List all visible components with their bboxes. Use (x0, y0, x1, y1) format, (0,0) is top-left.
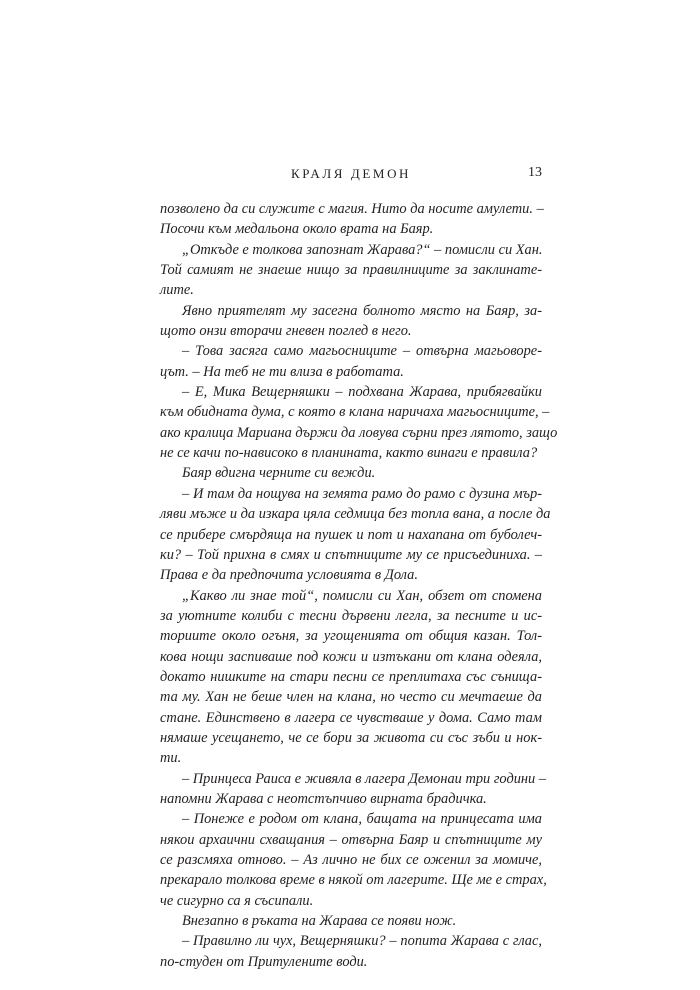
text-line: – И там да нощува на земята рамо до рамо с дузина мър- (182, 485, 542, 502)
text-line: „Откъде е толкова запознат Жарава?“ – помисли си Хан. (182, 241, 543, 258)
text-line: лите. (160, 282, 194, 299)
text-line: ки? – Той прихна в смях и спътниците му се присъединиха. – (160, 546, 542, 563)
text-line: по-студен от Притулените води. (160, 953, 368, 970)
text-line: Явно приятелят му засегна болното място на Баяр, за- (182, 302, 542, 319)
text-line: та му. Хан не беше член на клана, но често си мечтаеше да (160, 689, 542, 706)
text-line: – Правилно ли чух, Вещерняшки? – попита Жарава с глас, (182, 933, 542, 950)
text-line: не се качи по-нависоко в планината, както винаги е правила? (160, 445, 538, 462)
text-line: щото онзи вторачи гневен поглед в него. (160, 323, 412, 340)
text-line: за уютните колиби с тесни дървени легла, за песните и ис- (160, 607, 542, 624)
text-line: напомни Жарава с неотстъпчиво вирната брадичка. (160, 790, 487, 807)
text-line: „Какво ли знае той“, помисли си Хан, обзет от спомена (182, 587, 542, 604)
text-line: докато нишките на стари песни се преплитаха със сънища- (160, 668, 542, 685)
text-line: прекарало толкова време в някой от лагерите. Ще ме е страх, (160, 872, 547, 889)
text-line: към обидната дума, с която в клана наричаха магьосниците, – (160, 404, 550, 421)
text-line: Той самият не знаеше нищо за правилниците за заклинате- (160, 262, 542, 279)
text-line: Баяр вдигна черните си вежди. (182, 465, 376, 482)
text-line: кова нощи заспиваше под кожи и изтъкани от клана одеяла, (160, 648, 542, 665)
text-line: ако кралица Мариана държи да ловува сърни през лятото, защо (160, 424, 558, 441)
text-line: ляви мъже и да изкара цяла седмица без топла вана, а после да (160, 506, 551, 523)
text-line: се прибере смърдяща на пушек и пот и нахапана от буболеч- (160, 526, 542, 543)
text-line: Внезапно в ръката на Жарава се появи нож. (182, 913, 457, 930)
body-text (160, 199, 558, 972)
text-line: цът. – На теб не ти влиза в работата. (160, 363, 404, 380)
text-line: Права е да предпочита условията в Дола. (160, 567, 418, 584)
text-line: – Принцеса Раиса е живяла в лагера Демонаи три години – (182, 770, 547, 787)
text-line: стане. Единствено в лагера се чувстваше у дома. Само там (160, 709, 542, 726)
text-line: че сигурно са я съсипали. (160, 892, 314, 909)
text-line: – Понеже е родом от клана, бащата на принцесата има (182, 811, 542, 828)
text-line: се разсмяха отново. – Аз лично не бих се оженил за момиче, (160, 852, 542, 868)
text-line: Посочи към медальона около врата на Баяр. (160, 221, 434, 238)
text-line: нямаше усещането, че се бори за живота си със зъби и нок- (160, 729, 542, 746)
text-line: ти. (160, 750, 182, 767)
text-line: – Това засяга само магьосниците – отвърна магьоворе- (182, 343, 542, 360)
running-title: КРАЛЯ ДЕМОН (290, 166, 412, 181)
text-line: ториите около огъня, за угощенията от общия казан. Тол- (160, 628, 542, 645)
text-line: – Е, Мика Вещерняшки – подхвана Жарава, прибягвайки (182, 384, 542, 401)
page-number: 13 (528, 165, 542, 180)
text-line: някои архаични схващания – отвърна Баяр и спътниците му (160, 831, 542, 848)
running-head (160, 166, 542, 186)
text-line: позволено да си служите с магия. Нито да носите амулети. – (160, 201, 544, 217)
